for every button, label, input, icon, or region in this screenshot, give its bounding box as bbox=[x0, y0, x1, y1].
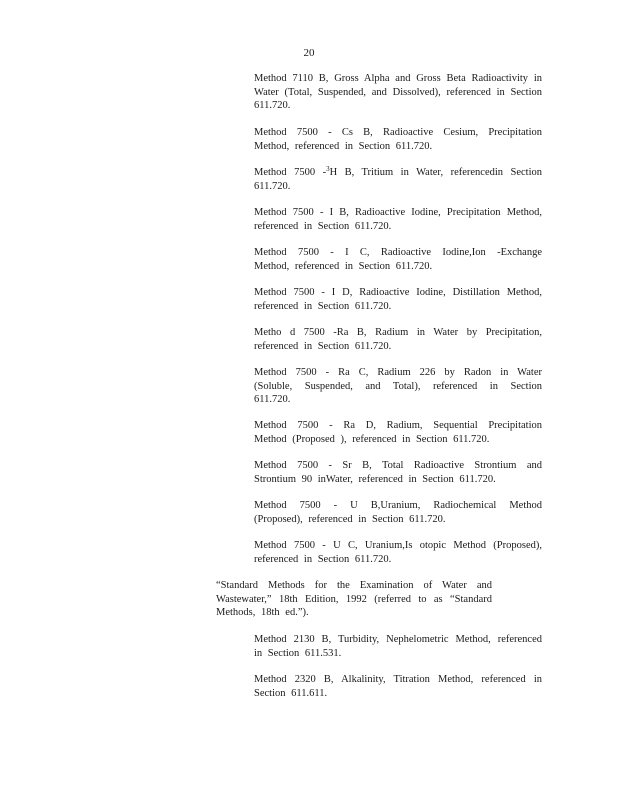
method-7500-u-b-entry: Method 7500 - U B,Uranium, Radiochemical Method (Proposed), referenced in Section 611.720. bbox=[254, 500, 542, 525]
method-7500-cs-b-entry: Method 7500 - Cs B, Radioactive Cesium, Precipitation Method, referenced in Section 611.720. bbox=[254, 127, 542, 152]
method-7500-i-d-entry: Method 7500 - I D, Radioactive Iodine, Distillation Method, referenced in Section 611.720. bbox=[254, 287, 542, 312]
page-number: 20 bbox=[303, 47, 315, 59]
method-7110-b-entry: Method 7110 B, Gross Alpha and Gross Beta Radioactivity in Water (Total, Suspended, and Dissolved), referenced in Section 611.720. bbox=[254, 73, 542, 111]
method-7500-3h-b-entry bbox=[254, 166, 542, 193]
method-7500-ra-d-entry: Method 7500 - Ra D, Radium, Sequential Precipitation Method (Proposed ), referenced in Section 611.720. bbox=[254, 420, 542, 445]
standard-methods-18th-citation: “Standard Methods for the Examination of Water and Wastewater,” 18th Edition, 1992 (referred to as “Standard Methods, 18th ed.”). bbox=[216, 580, 492, 618]
tritium-entry-suffix: H B, Tritium in Water, referencedin Section 611.720. bbox=[254, 167, 542, 192]
method-7500-sr-b-entry: Method 7500 - Sr B, Total Radioactive Strontium and Strontium 90 inWater, referenced in Section 611.720. bbox=[254, 460, 542, 485]
method-2320-b-entry: Method 2320 B, Alkalinity, Titration Method, referenced in Section 611.611. bbox=[254, 674, 542, 699]
method-7500-ra-c-entry: Method 7500 - Ra C, Radium 226 by Radon in Water (Soluble, Suspended, and Total), referenced in Section 611.720. bbox=[254, 367, 542, 405]
tritium-superscript: 3 bbox=[326, 165, 330, 173]
method-2130-b-entry: Method 2130 B, Turbidity, Nephelometric Method, referenced in Section 611.531. bbox=[254, 634, 542, 659]
method-7500-i-b-entry: Method 7500 - I B, Radioactive Iodine, Precipitation Method, referenced in Section 611.720. bbox=[254, 207, 542, 232]
tritium-entry-prefix: Method 7500 - bbox=[254, 167, 327, 178]
method-7500-ra-b-entry: Metho d 7500 -Ra B, Radium in Water by Precipitation, referenced in Section 611.720. bbox=[254, 327, 542, 352]
method-7500-u-c-entry: Method 7500 - U C, Uranium,Is otopic Method (Proposed), referenced in Section 611.720. bbox=[254, 540, 542, 565]
method-7500-i-c-entry: Method 7500 - I C, Radioactive Iodine,Ion -Exchange Method, referenced in Section 611.720. bbox=[254, 247, 542, 272]
